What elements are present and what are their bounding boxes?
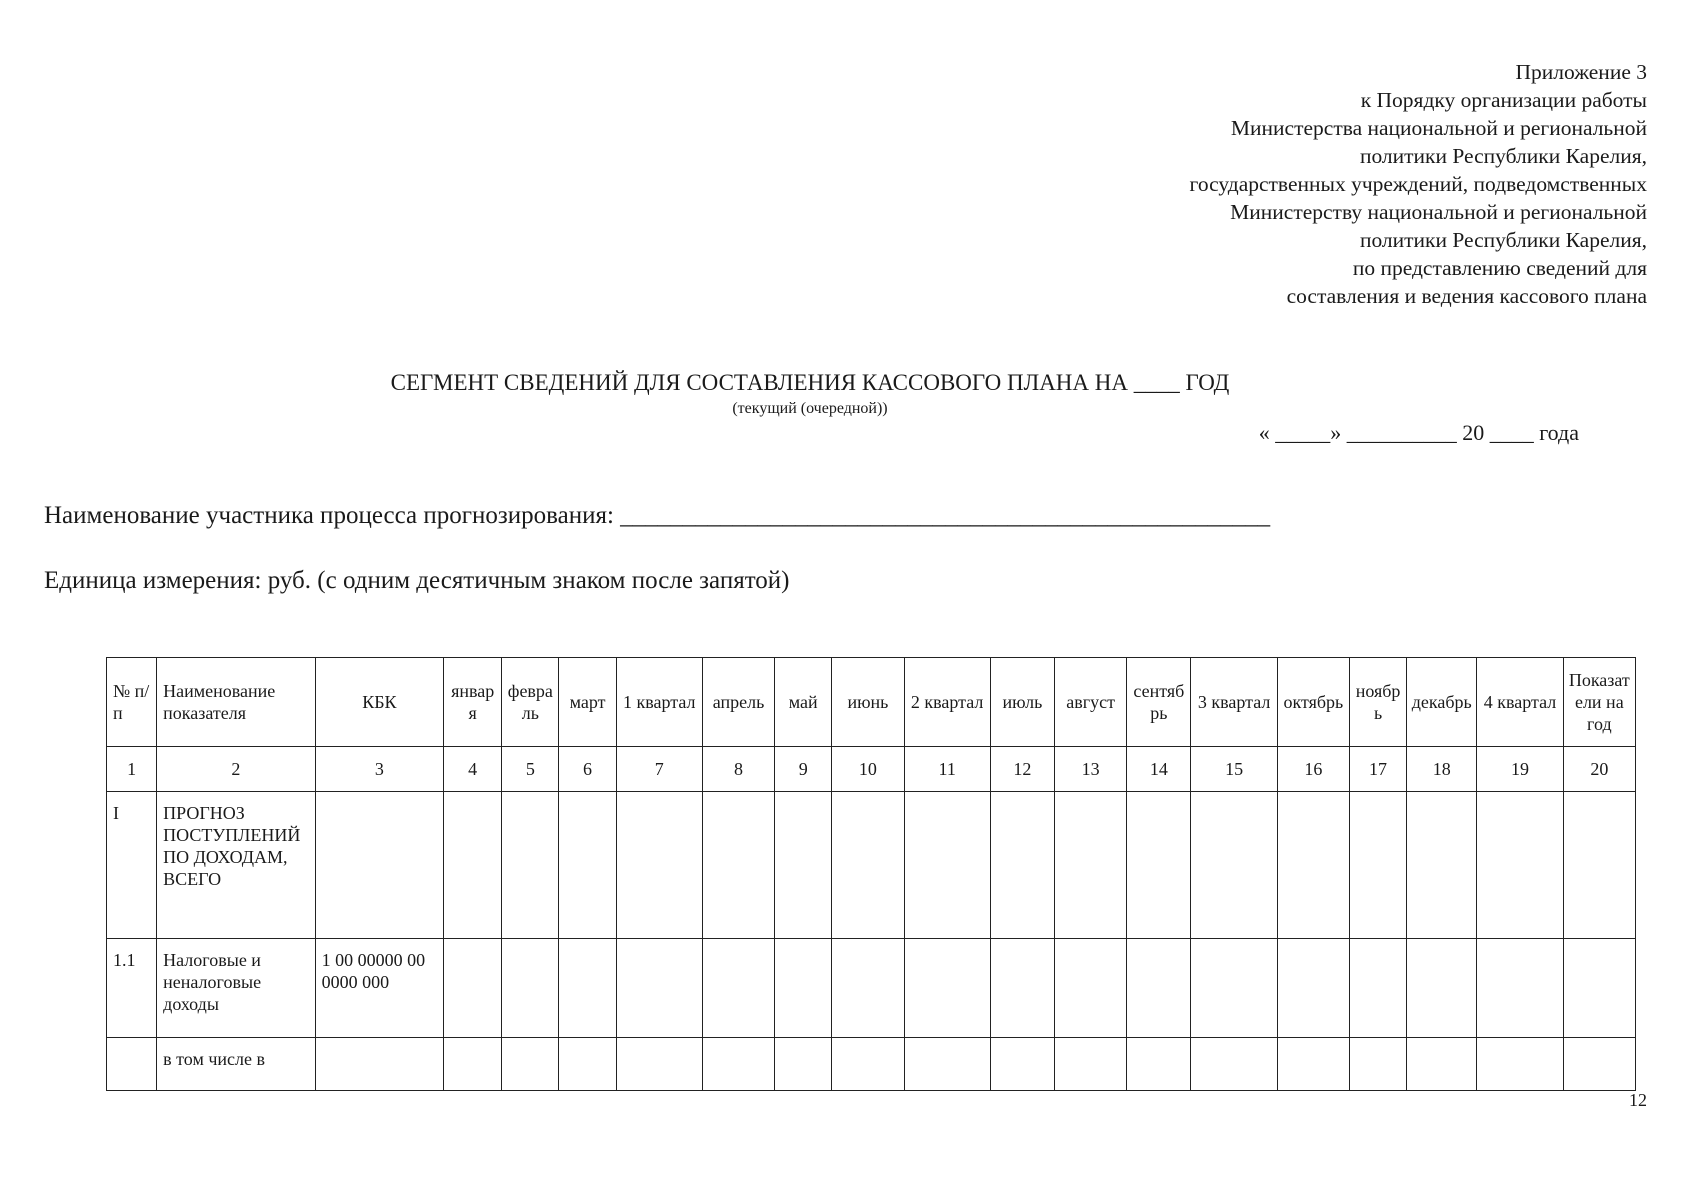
value-cell (502, 939, 559, 1038)
row-kbk (315, 1038, 443, 1091)
column-header: май (775, 658, 832, 747)
appendix-line: политики Республики Карелия, (1359, 144, 1647, 168)
row-number: I (107, 792, 157, 939)
column-number: 5 (502, 747, 559, 792)
value-cell (904, 792, 990, 939)
value-cell (616, 939, 702, 1038)
value-cell (832, 792, 904, 939)
column-header: 1 квартал (616, 658, 702, 747)
value-cell (702, 792, 774, 939)
column-header: июнь (832, 658, 904, 747)
value-cell (832, 1038, 904, 1091)
column-number: 13 (1055, 747, 1127, 792)
column-number: 3 (315, 747, 443, 792)
column-number: 4 (444, 747, 502, 792)
column-header: 4 квартал (1477, 658, 1563, 747)
value-cell (1563, 1038, 1635, 1091)
value-cell (1407, 939, 1477, 1038)
value-cell (1127, 1038, 1191, 1091)
value-cell (444, 1038, 502, 1091)
column-header: декабрь (1407, 658, 1477, 747)
column-number: 16 (1277, 747, 1349, 792)
column-header: февраль (502, 658, 559, 747)
value-cell (444, 939, 502, 1038)
column-header: 2 квартал (904, 658, 990, 747)
value-cell (775, 939, 832, 1038)
table-row (107, 1038, 1636, 1091)
value-cell (1127, 792, 1191, 939)
column-number: 7 (616, 747, 702, 792)
column-header: 3 квартал (1191, 658, 1277, 747)
value-cell (1349, 939, 1406, 1038)
appendix-line: политики Республики Карелия, (1359, 228, 1647, 252)
column-number: 1 (107, 747, 157, 792)
table-header-row (107, 658, 1636, 747)
column-number: 6 (559, 747, 616, 792)
column-number: 14 (1127, 747, 1191, 792)
value-cell (1277, 792, 1349, 939)
value-cell (1477, 792, 1563, 939)
column-header: апрель (702, 658, 774, 747)
value-cell (559, 792, 616, 939)
value-cell (1477, 939, 1563, 1038)
value-cell (1349, 792, 1406, 939)
column-number: 9 (775, 747, 832, 792)
column-header: октябрь (1277, 658, 1349, 747)
row-kbk (315, 792, 443, 939)
row-number (107, 1038, 157, 1091)
value-cell (444, 792, 502, 939)
appendix-line: по представлению сведений для (1352, 256, 1647, 280)
row-indicator-name: Налоговые и неналоговые доходы (157, 939, 316, 1038)
column-number: 18 (1407, 747, 1477, 792)
date-line: « _____» __________ 20 ____ года (1258, 420, 1579, 445)
column-header: января (444, 658, 502, 747)
column-header: Наименование показателя (157, 658, 316, 747)
appendix-line: составления и ведения кассового плана (1286, 284, 1647, 308)
column-header: № п/п (107, 658, 157, 747)
value-cell (559, 1038, 616, 1091)
value-cell (1349, 1038, 1406, 1091)
value-cell (775, 792, 832, 939)
appendix-header (947, 58, 1647, 310)
value-cell (990, 1038, 1054, 1091)
unit-label: Единица измерения: руб. (с одним десятичным знаком после запятой) (44, 567, 790, 594)
participant-label: Наименование участника процесса прогнозирования: ____________________________________________________ (44, 502, 1271, 529)
value-cell (1191, 939, 1277, 1038)
row-indicator-name: ПРОГНОЗ ПОСТУПЛЕНИЙ ПО ДОХОДАМ, ВСЕГО (157, 792, 316, 939)
row-kbk: 1 00 00000 00 0000 000 (315, 939, 443, 1038)
value-cell (1127, 939, 1191, 1038)
column-number: 2 (157, 747, 316, 792)
value-cell (1477, 1038, 1563, 1091)
value-cell (904, 939, 990, 1038)
value-cell (1055, 1038, 1127, 1091)
value-cell (1191, 1038, 1277, 1091)
table-row (107, 939, 1636, 1038)
column-number: 10 (832, 747, 904, 792)
value-cell (616, 792, 702, 939)
value-cell (775, 1038, 832, 1091)
row-number: 1.1 (107, 939, 157, 1038)
column-number: 11 (904, 747, 990, 792)
appendix-line: государственных учреждений, подведомственных (1189, 172, 1647, 196)
value-cell (1407, 792, 1477, 939)
value-cell (1055, 792, 1127, 939)
value-cell (990, 792, 1054, 939)
document-title: СЕГМЕНТ СВЕДЕНИЙ ДЛЯ СОСТАВЛЕНИЯ КАССОВОГО ПЛАНА НА ____ ГОД (390, 370, 1230, 395)
value-cell (1407, 1038, 1477, 1091)
column-header: Показатели на год (1563, 658, 1635, 747)
value-cell (904, 1038, 990, 1091)
column-header: август (1055, 658, 1127, 747)
column-header: март (559, 658, 616, 747)
value-cell (1055, 939, 1127, 1038)
column-number: 15 (1191, 747, 1277, 792)
page-number: 12 (1629, 1090, 1647, 1110)
column-number: 20 (1563, 747, 1635, 792)
column-header: июль (990, 658, 1054, 747)
document-subtitle: (текущий (очередной)) (732, 400, 888, 417)
column-number: 19 (1477, 747, 1563, 792)
value-cell (832, 939, 904, 1038)
column-number: 8 (702, 747, 774, 792)
value-cell (702, 939, 774, 1038)
appendix-line: Приложение 3 (1515, 60, 1647, 84)
column-header: КБК (315, 658, 443, 747)
value-cell (616, 1038, 702, 1091)
value-cell (502, 792, 559, 939)
row-indicator-name: в том числе в (157, 1038, 316, 1091)
appendix-line: Министерству национальной и региональной (1230, 200, 1647, 224)
column-number: 17 (1349, 747, 1406, 792)
value-cell (1277, 939, 1349, 1038)
value-cell (1277, 1038, 1349, 1091)
cash-plan-table (106, 657, 1636, 1091)
appendix-line: к Порядку организации работы (1360, 88, 1647, 112)
appendix-line: Министерства национальной и региональной (1230, 116, 1647, 140)
column-number-row (107, 747, 1636, 792)
value-cell (1191, 792, 1277, 939)
column-number: 12 (990, 747, 1054, 792)
table-row (107, 792, 1636, 939)
column-header: ноябрь (1349, 658, 1406, 747)
value-cell (559, 939, 616, 1038)
value-cell (990, 939, 1054, 1038)
value-cell (1563, 939, 1635, 1038)
value-cell (1563, 792, 1635, 939)
column-header: сентябрь (1127, 658, 1191, 747)
value-cell (502, 1038, 559, 1091)
value-cell (702, 1038, 774, 1091)
